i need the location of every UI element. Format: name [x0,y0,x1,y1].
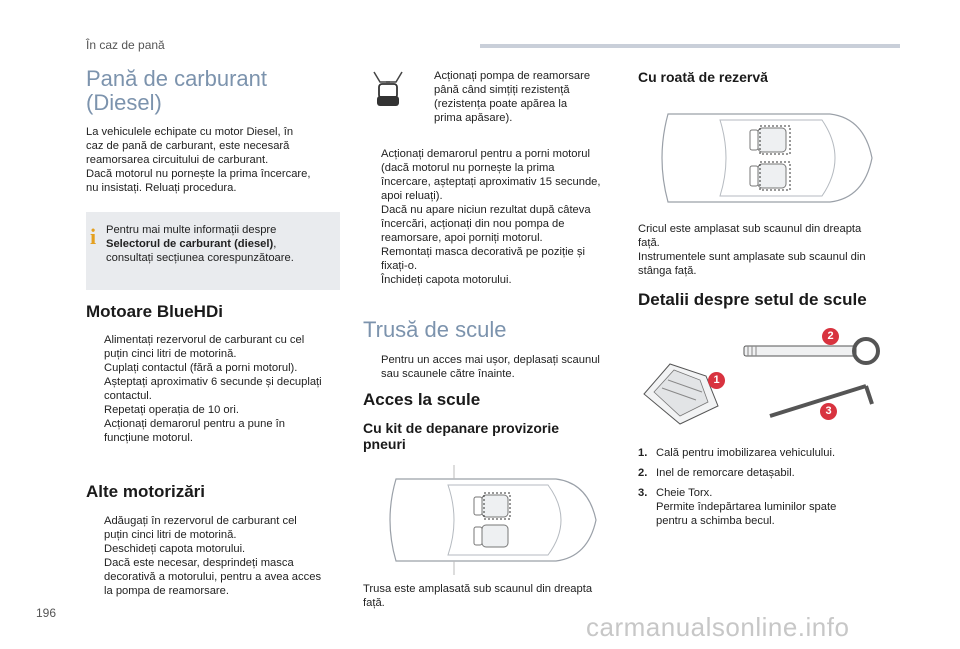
caption-line: față. [638,237,660,249]
toolkit-illustration [640,324,900,434]
intro-line: caz de pană de carburant, este necesară [86,140,290,152]
intro-line: La vehiculele echipate cu motor Diesel, în [86,126,294,138]
list-item: Adăugați în rezervorul de carburant cel puțin cinci litri de motorină. [104,515,297,541]
header-bar [480,44,900,48]
intro-line: reamorsarea circuitului de carburant. [86,154,269,166]
kit-caption [363,582,625,610]
list-item: Pentru un acces mai ușor, deplasați scaunul sau scaunele către înainte. [381,354,600,380]
list-item: Acționați demarorul pentru a pune în funcțiune motorul. [104,418,285,444]
kit-heading [363,420,625,452]
spare-caption [638,222,898,278]
list-item: 1. Cală pentru imobilizarea vehiculului. [638,447,836,459]
caption-line: stânga față. [638,265,697,277]
info-bold-link: Selectorul de carburant (diesel) [106,238,274,250]
title-fuel-outage-sub: (Diesel) [86,90,162,115]
kit-title-sub: pneuri [363,436,406,452]
list-item: Dacă nu apare niciun rezultat după câteva încercări, acționați din nou pompa de reamorsare, apoi porniți motorul. [381,204,591,244]
toolkit-items [638,446,898,534]
list-item: Deschideți capota motorului. [104,543,246,555]
title-toolkit-details: Detalii despre setul de scule [638,290,867,309]
info-line: Pentru mai multe informații despre [106,224,277,236]
other-steps [86,514,351,598]
info-icon: i [90,224,97,249]
title-fuel-outage: Pană de carburant [86,66,268,91]
kit-title: Cu kit de depanare provizorie [363,420,560,436]
bluehdi-steps [86,333,351,445]
title-toolkit: Trusă de scule [363,317,507,342]
caption-line: față. [363,597,385,609]
diesel-intro [86,125,346,195]
wheel-chock-drawing [644,364,718,424]
title-bluehdi: Motoare BlueHDi [86,302,223,321]
list-item: Acționați pompa de reamorsare până când simțiți rezistență (rezistența poate apărea la prima apăsare). [434,70,591,124]
toolkit-steps [363,353,625,381]
list-item: Dacă este necesar, desprindeți masca decorativă a motorului, pentru a avea acces la pompa de reamorsare. [104,557,322,597]
list-item: Alimentați rezervorul de carburant cu cel puțin cinci litri de motorină. [104,334,305,360]
car-topview-spare-illustration [650,104,880,212]
list-item: Repetați operația de 10 ori. [104,404,239,416]
title-other-engines: Alte motorizări [86,482,206,501]
list-item: Remontați masca decorativă pe poziție și fixați-o. [381,246,585,272]
caption-line: Trusa este amplasată sub scaunul din dreapta [363,583,593,595]
info-line: consultați secțiunea corespunzătoare. [106,252,294,264]
caption-line: Instrumentele sunt amplasate sub scaunul din [638,251,866,263]
list-item: Cuplați contactul (fără a porni motorul). [104,362,298,374]
section-header: În caz de pană [86,38,165,52]
towing-eye-drawing [744,339,878,363]
list-item: Închideți capota motorului. [381,274,512,286]
restart-steps [363,147,625,287]
caption-line: Cricul este amplasat sub scaunul din dreapta [638,223,862,235]
info-box [86,212,340,290]
callout-3: 3 [820,403,837,420]
page-number: 196 [36,606,57,620]
watermark: carmanualsonline.info [586,612,850,642]
car-topview-kit-illustration [378,465,602,575]
list-item: 3. Cheie Torx. Permite îndepărtarea luminilor spate pentru a schimba becul. [638,487,837,527]
pump-step [416,69,616,125]
priming-pump-icon [366,70,410,112]
diesel-section [86,67,346,115]
callout-2: 2 [822,328,839,345]
list-item: 2. Inel de remorcare detașabil. [638,467,795,479]
title-tool-access: Acces la scule [363,390,481,409]
intro-line: nu insistați. Reluați procedura. [86,182,237,194]
title-spare-wheel: Cu roată de rezervă [638,69,768,85]
list-item: Așteptați aproximativ 6 secunde și decuplați contactul. [104,376,322,402]
intro-line: Dacă motorul nu pornește la prima încercare, [86,168,311,180]
list-item: Acționați demarorul pentru a porni motorul (dacă motorul nu pornește la prima încercare, așteptați aproximativ 15 secunde, apoi reluați). [381,148,601,202]
callout-1: 1 [708,372,725,389]
info-punct: , [273,238,277,250]
